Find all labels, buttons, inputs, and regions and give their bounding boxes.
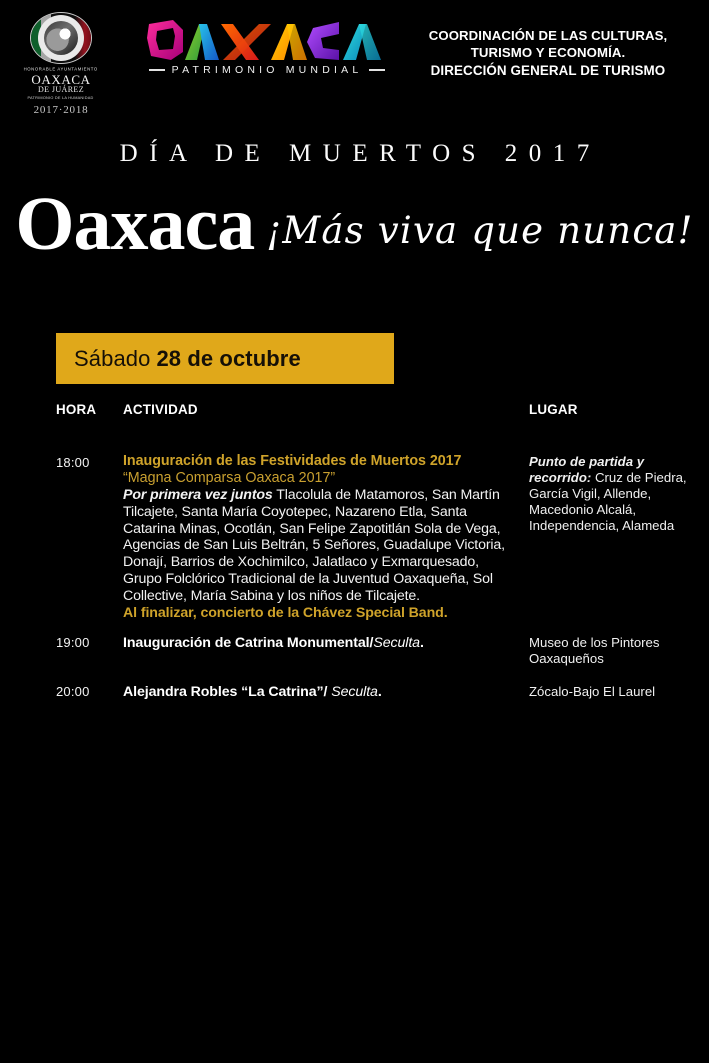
column-header-lugar: LUGAR xyxy=(529,402,578,417)
activity-title-text: Inauguración de Catrina Monumental/ xyxy=(123,635,374,651)
row-activity xyxy=(123,684,517,701)
poster-header xyxy=(0,0,709,118)
seal-inner-disc xyxy=(38,15,84,61)
activity-title: Inauguración de las Festividades de Muertos 2017 xyxy=(123,453,462,469)
oaxaca-wordmark-icon xyxy=(147,18,387,62)
activity-title-end: . xyxy=(419,635,424,651)
poster-kicker: DÍA DE MUERTOS 2017 xyxy=(119,140,601,167)
oaxaca-tagline: PATRIMONIO MUNDIAL xyxy=(171,64,363,76)
activity-title xyxy=(123,635,517,652)
activity-description xyxy=(123,487,517,605)
activity-description-lead: Por primera vez juntos xyxy=(123,486,273,503)
table-row xyxy=(56,684,696,718)
row-venue: Museo de los Pintores Oaxaqueños xyxy=(529,635,660,667)
activity-organizer: Seculta xyxy=(373,635,420,651)
poster-title-word: Oaxaca xyxy=(15,182,255,266)
agency-line-3: DIRECCIÓN GENERAL DE TURISMO xyxy=(430,62,666,78)
oaxaca-patrimonio-mundial-logo xyxy=(143,18,391,82)
date-weekday: Sábado xyxy=(74,345,151,371)
seal-ring-icon xyxy=(30,12,92,64)
activity-title xyxy=(123,684,517,701)
seal-top-text: HONORABLE AYUNTAMIENTO xyxy=(23,66,99,72)
seal-city-name: OAXACA xyxy=(31,72,91,88)
activity-organizer: Seculta xyxy=(331,684,378,700)
oaxaca-de-juarez-seal-logo xyxy=(18,12,104,116)
column-header-hora: HORA xyxy=(56,402,97,417)
row-time: 19:00 xyxy=(56,635,90,650)
agency-line-1: COORDINACIÓN DE LAS CULTURAS, xyxy=(428,28,668,43)
table-row xyxy=(56,635,696,679)
tagline-rule-left xyxy=(149,69,165,71)
row-activity xyxy=(123,453,517,622)
venue-lead: Punto de partida y recorrido: xyxy=(529,454,645,486)
column-header-actividad: ACTIVIDAD xyxy=(123,402,198,417)
oaxaca-tagline-row xyxy=(149,64,386,76)
row-time: 18:00 xyxy=(56,455,90,470)
tagline-rule-right xyxy=(369,69,385,71)
row-venue: Zócalo-Bajo El Laurel xyxy=(529,684,656,699)
seal-years: 2017·2018 xyxy=(33,104,89,116)
activity-footnote: Al finalizar, concierto de la Chávez Special Band. xyxy=(123,604,448,621)
poster-title xyxy=(0,182,709,266)
row-time: 20:00 xyxy=(56,684,90,699)
date-banner xyxy=(56,333,394,384)
venue-text: Cruz de Piedra, García Vigil, Allende, Macedonio Alcalá, Independencia, Alameda xyxy=(529,470,687,534)
schedule-table xyxy=(56,402,696,700)
seal-figure-icon xyxy=(44,21,78,55)
poster-title-script: ¡Más viva que nunca! xyxy=(266,209,694,252)
seal-heritage-text: PATRIMONIO DE LA HUMANIDAD xyxy=(27,95,95,101)
agency-block xyxy=(400,28,696,79)
row-venue xyxy=(529,454,696,534)
activity-subtitle: “Magna Comparsa Oaxaca 2017” xyxy=(123,469,336,486)
activity-title-text: Alejandra Robles “La Catrina”/ xyxy=(123,684,332,700)
agency-line-2: TURISMO Y ECONOMÍA. xyxy=(470,44,626,60)
row-activity xyxy=(123,635,517,652)
seal-city-sub: DE JUÁREZ xyxy=(37,85,85,95)
activity-title-end: . xyxy=(377,684,382,700)
schedule-header-row xyxy=(56,402,696,424)
activity-description-text: Tlacolula de Matamoros, San Martín Tilcajete, Santa María Coyotepec, Nazareno Etla, Santa Catarina Minas, Ocotlán, San Felipe Zapotitlán Sola de Vega, Agencias de San Luis Beltrán, 5 Señores, Guadalupe Victoria, Donají, Barrios de Xochimilco, Jalatlaco y Exmarquesado, Grupo Folclórico Tradicional de la Juventud Oaxaqueña, Sol Collective, María Sabina y los niños de Tilcajete. xyxy=(123,486,505,605)
date-day-month: 28 de octubre xyxy=(156,345,301,371)
